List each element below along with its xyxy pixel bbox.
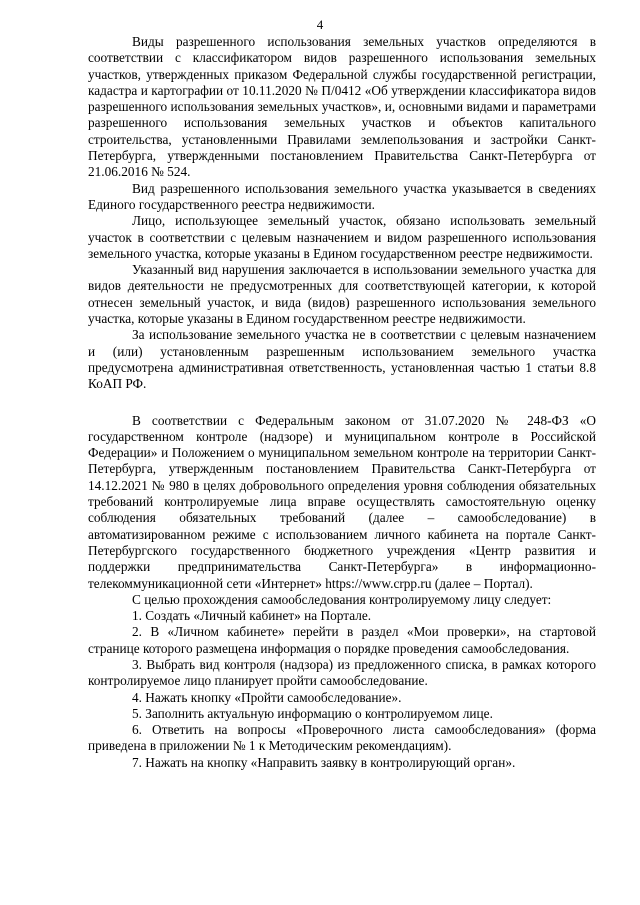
list-item: 7. Нажать на кнопку «Направить заявку в контролирующий орган». (132, 754, 516, 770)
list-item: 1. Создать «Личный кабинет» на Портале. (132, 608, 372, 624)
list-item: 5. Заполнить актуальную информацию о контролируемом лице. (132, 705, 493, 721)
land-use-section (88, 34, 596, 393)
page-number: 4 (316, 17, 324, 32)
list-item: 2. В «Личном кабинете» перейти в раздел «Мои проверки», на стартовой странице которого размещена информация о порядке проведения самообследования. (88, 624, 596, 656)
list-item: 3. Выбрать вид контроля (надзора) из предложенного списка, в рамках которого контролируемое лицо планирует пройти самообследование. (88, 656, 596, 689)
paragraph: За использование земельного участка не в соответствии с целевым назначением и (или) установленным разрешенным использованием земельного участка предусмотрена административная ответственность, установленная частью 1 статьи 8.8 КоАП РФ. (88, 327, 596, 392)
list-item: 4. Нажать кнопку «Пройти самообследование». (132, 689, 402, 705)
section-gap (88, 393, 596, 413)
document-body (88, 34, 596, 771)
paragraph: Указанный вид нарушения заключается в использовании земельного участка для видов деятельности не предусмотренных для соответствующей категории, к которой отнесен земельный участок, и вида (видов) разрешенного использования земельного участка, которые указаны в Едином государственном реестре недвижимости. (88, 262, 596, 327)
self-assessment-section (88, 413, 596, 772)
list-item: 6. Ответить на вопросы «Проверочного листа самообследования» (форма приведена в приложении № 1 к Методическим рекомендациям). (88, 722, 596, 754)
paragraph: В соответствии с Федеральным законом от 31.07.2020 № 248-ФЗ «О государственном контроле (надзоре) и муниципальном контроле в Российской Федерации» и Положением о муниципальном земельном контроле на территории Санкт-Петербурга, утвержденным постановлением Правительства Санкт-Петербурга от 14.12.2021 № 980 в целях добровольного определения уровня соблюдения обязательных требований контролируемые лица вправе осуществлять самостоятельную оценку соблюдения обязательных требований (далее – самообследование) в автоматизированном режиме с использованием личного кабинета на портале Санкт-Петербургского государственного бюджетного учреждения «Центр развития и поддержки предпринимательства Санкт-Петербурга» в информационно-телекоммуникационной сети «Интернет» https://www.crpp.ru (далее – Портал). (88, 412, 596, 591)
paragraph: Вид разрешенного использования земельного участка указывается в сведениях Единого государственного реестра недвижимости. (88, 180, 596, 212)
paragraph: Виды разрешенного использования земельных участков определяются в соответствии с классификатором видов разрешенного использования земельных участков, утвержденных приказом Федеральной службы государственной регистрации, кадастра и картографии от 10.11.2020 № П/0412 «Об утверждении классификатора видов разрешенного использования земельных участков», и, основными видами и параметрами разрешенного использования земельных участков и объектов капитального строительства, установленными Правилами землепользования и застройки Санкт-Петербурга, утвержденными постановлением Правительства Санкт-Петербурга от 21.06.2016 № 524. (88, 34, 596, 180)
paragraph: Лицо, использующее земельный участок, обязано использовать земельный участок в соответствии с целевым назначением и видом разрешенного использования земельного участка, которые указаны в Едином государственном реестре недвижимости. (88, 213, 596, 261)
paragraph: С целью прохождения самообследования контролируемому лицу следует: (132, 591, 552, 607)
